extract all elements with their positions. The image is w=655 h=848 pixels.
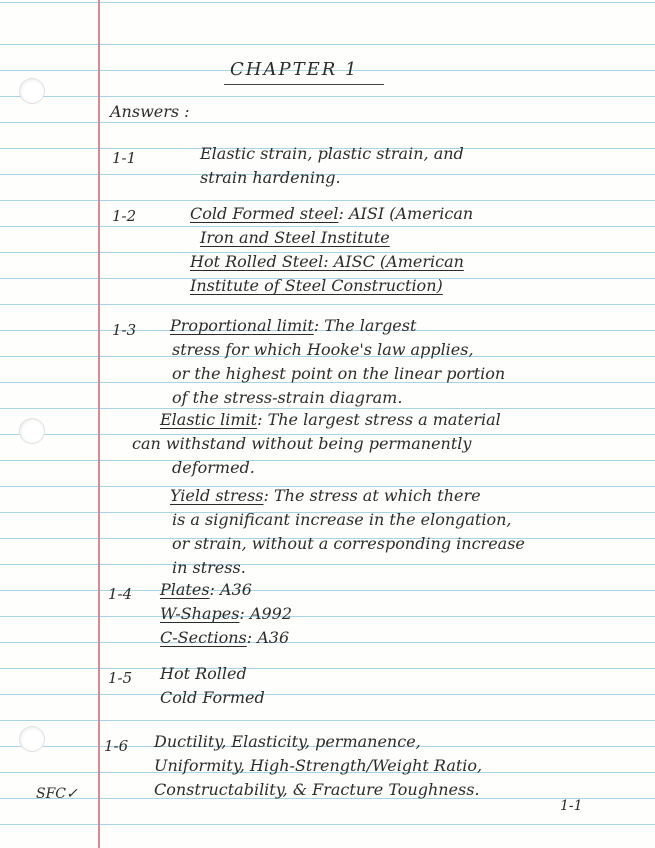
answer-1-6-line-1: Ductility, Elasticity, permanence, [154,732,421,751]
spec-value: : A36 [209,580,252,599]
answer-1-3-prop-line-1 [170,316,416,336]
spec-term: W-Shapes [160,604,240,623]
spec-value: : A36 [246,628,290,647]
answer-1-3-yield-line-4: in stress. [172,558,246,577]
question-number-1-4: 1-4 [108,585,133,603]
term-cold-formed-steel: Cold Formed steel [190,204,339,223]
page-number: 1-1 [560,798,583,814]
question-number-1-6: 1-6 [104,737,129,755]
question-number-1-3: 1-3 [112,321,137,339]
spec-term: C-Sections [160,628,247,647]
answer-1-3-yield-line-3: or strain, without a corresponding increase [172,534,525,553]
title-underline [224,84,384,85]
punch-hole-bottom [19,726,45,752]
steel-spec-row [160,604,292,624]
question-number-1-2: 1-2 [112,207,137,225]
answer-1-3-prop-line-4: of the stress-strain diagram. [172,388,403,407]
term-yield-stress: Yield stress [170,486,264,505]
answer-1-3-yield-line-2: is a significant increase in the elongation, [172,510,512,529]
answer-1-3-elastic-line-3: deformed. [172,458,255,477]
answer-1-1-line-1: Elastic strain, plastic strain, and [200,144,464,163]
answer-1-2-line-3: Hot Rolled Steel: AISC (American [190,252,464,271]
spec-value: : A992 [239,604,292,623]
answer-1-6-line-3: Constructability, & Fracture Toughness. [154,780,480,799]
answer-1-3-yield-rest: : The stress at which there [263,486,481,505]
question-number-1-5: 1-5 [108,669,133,687]
answer-1-5-line-1: Hot Rolled [160,664,247,683]
term-elastic-limit: Elastic limit [160,410,258,429]
answer-1-3-elastic-line-2: can withstand without being permanently [132,434,472,453]
punch-hole-middle [19,418,45,444]
answer-1-3-elastic-line-1 [160,410,501,430]
answer-1-3-elastic-rest: : The largest stress a material [257,410,501,429]
spec-term: Plates [160,580,210,599]
chapter-title: CHAPTER 1 [230,59,359,80]
answer-1-2-line-1-rest: : AISI (American [338,204,474,223]
punch-hole-top [19,78,45,104]
steel-spec-row [160,628,289,648]
answer-1-3-prop-rest: : The largest [313,316,417,335]
answer-1-2-line-2: Iron and Steel Institute [200,228,390,247]
steel-spec-row [160,580,252,600]
margin-line [98,0,100,848]
answer-1-3-prop-line-2: stress for which Hooke's law applies, [172,340,474,359]
answer-1-1-line-2: strain hardening. [200,168,341,187]
answer-1-3-yield-line-1 [170,486,481,506]
answer-1-5-line-2: Cold Formed [160,688,265,707]
question-number-1-1: 1-1 [112,149,137,167]
answer-1-2-line-1 [190,204,473,224]
term-proportional-limit: Proportional limit [170,316,314,335]
answers-label: Answers : [110,102,190,121]
answer-1-3-prop-line-3: or the highest point on the linear portion [172,364,506,383]
initials-checkmark: SFC✓ [36,786,78,802]
answer-1-6-line-2: Uniformity, High-Strength/Weight Ratio, [154,756,483,775]
answer-1-2-line-4: Institute of Steel Construction) [190,276,443,295]
